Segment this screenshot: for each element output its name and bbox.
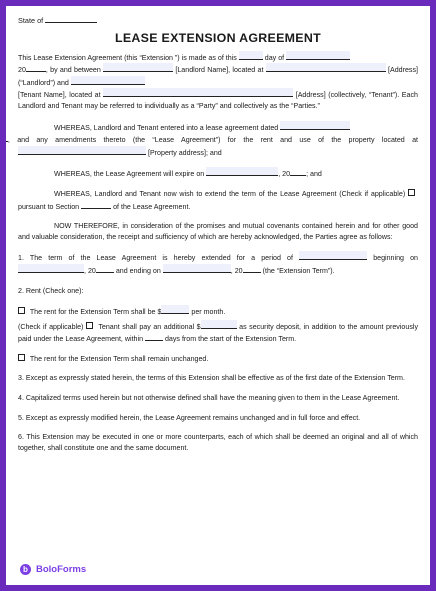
clause-1: 1. The term of the Lease Agreement is hereby extended for a period of beginning on , 20 and ending on , 20 (the “Extension Term”). <box>18 251 418 276</box>
now-therefore-paragraph: NOW THEREFORE, in consideration of the promises and mutual covenants contained herein and for other good and valuable consideration, the receipt and sufficiency of which are hereby acknowledged, the Parties agree as follows: <box>18 222 418 241</box>
clause-4: 4. Capitalized terms used herein but not otherwise defined shall have the meaning given to them in the Lease Agreement. <box>18 394 400 403</box>
property-address-field[interactable] <box>18 146 146 155</box>
section-checkbox[interactable] <box>408 189 415 196</box>
footer-brand <box>20 561 86 577</box>
state-line <box>18 14 418 27</box>
deposit-days-field[interactable] <box>145 332 163 341</box>
rent-option-unchanged: The rent for the Extension Term shall remain unchanged. <box>18 354 418 365</box>
clause-2-heading: 2. Rent (Check one): <box>18 286 84 295</box>
security-deposit-paragraph: (Check if applicable) Tenant shall pay an additional $ as security deposit, in addition to the amount previously paid under the Lease Agreement, within days from the start of the Extension Term. <box>18 320 418 345</box>
document-body <box>7 14 418 462</box>
clause-5: 5. Except as expressly modified herein, the Lease Agreement remains unchanged and in full force and effect. <box>18 413 361 422</box>
boloforms-logo-icon: b <box>20 564 31 575</box>
rent-option-new: The rent for the Extension Term shall be $ per month. <box>18 305 418 318</box>
document-page <box>6 6 430 585</box>
monthly-rent-field[interactable] <box>161 305 189 314</box>
extension-period-field[interactable] <box>299 251 367 260</box>
whereas-extend: WHEREAS, Landlord and Tenant now wish to extend the term of the Lease Agreement (Check if applicable) pursuant to Section of the Lease Agreement. <box>18 189 418 212</box>
document-title: LEASE EXTENSION AGREEMENT <box>114 30 321 45</box>
whereas-expire: WHEREAS, the Lease Agreement will expire on , 20 ; and <box>18 167 418 180</box>
landlord-address-field[interactable] <box>266 63 386 72</box>
landlord-name-field[interactable] <box>103 63 173 72</box>
clause-6: 6. This Extension may be executed in one or more counterparts, each of which shall be deemed an original and all of which together, shall constitute one and the same document. <box>18 433 418 452</box>
tenant-address-field[interactable] <box>103 88 293 97</box>
deposit-checkbox[interactable] <box>86 322 93 329</box>
begin-date-field[interactable] <box>18 264 84 273</box>
whereas-lease-dated: WHEREAS, Landlord and Tenant entered into a lease agreement dated , and any amendments thereto (the “Lease Agreement”) for the rent and use of the property located at [Property address]; and <box>18 121 418 159</box>
intro-paragraph: This Lease Extension Agreement (this “Extension ”) is made as of this day of 20 , by and between [Landlord Name], located at [Address] (“Landlord”) and [Tenant Name], located at [Address] (collectively, “Tenant”). Each Landlord and Tenant may be referred to individually as a “Party” and collectively as the “Parties.” <box>18 51 418 112</box>
clause-3: 3. Except as expressly stated herein, the terms of this Extension shall be effective as of the first date of the Extension Term. <box>18 374 405 383</box>
day-field[interactable] <box>239 51 263 60</box>
lease-date-field[interactable] <box>280 121 350 130</box>
year-field[interactable] <box>26 63 46 72</box>
brand-name: BoloForms <box>36 563 87 575</box>
state-label: State of <box>18 16 44 25</box>
deposit-amount-field[interactable] <box>201 320 237 329</box>
rent-unchanged-checkbox[interactable] <box>18 354 25 361</box>
begin-year-field[interactable] <box>96 264 114 273</box>
end-year-field[interactable] <box>243 264 261 273</box>
expire-year-field[interactable] <box>290 167 306 176</box>
month-field[interactable] <box>286 51 350 60</box>
tenant-name-field[interactable] <box>71 76 145 85</box>
section-number-field[interactable] <box>81 200 111 209</box>
rent-new-checkbox[interactable] <box>18 307 25 314</box>
end-date-field[interactable] <box>163 264 231 273</box>
state-field[interactable] <box>45 14 97 23</box>
expire-date-field[interactable] <box>206 167 278 176</box>
